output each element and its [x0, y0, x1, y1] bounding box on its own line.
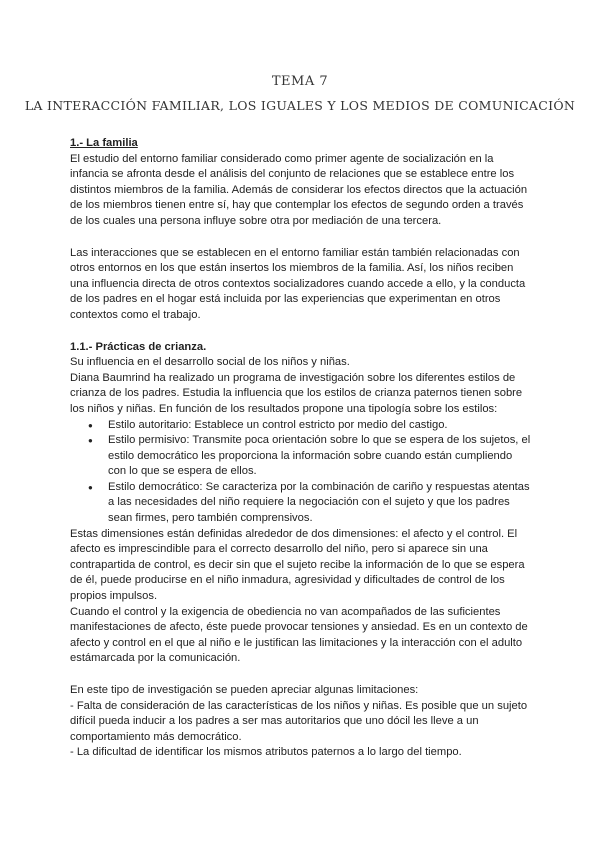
list-item: ● Estilo autoritario: Establece un control estricto por medio del castigo. [108, 418, 532, 434]
list-item: ● Estilo democrático: Se caracteriza por la combinación de cariño y respuestas atentas a las necesidades del niño requiere la negociación con el sujeto y que los padres sean firmes, pero también comprensivos. [108, 480, 532, 527]
paragraph: Estas dimensiones están definidas alrededor de dos dimensiones: el afecto y el control. El afecto es imprescindible para el correcto desarrollo del niño, pero si aparece sin una contrapartida de control, es decir sin que el sujeto recibe la información de lo que se espera de él, puede producirse en el niño inmadura, agresividad y dificultades de control de los propios impulsos. [70, 527, 525, 603]
paragraph: Las interacciones que se establecen en el entorno familiar están también relacionadas con otros entornos en los que están insertos los miembros de la familia. Así, los niños reciben una influencia directa de otros contextos socializadores cuando accede a ello, y la conducta de los padres en el hogar está incluida por las experiencias que experimentan en otros contextos como el trabajo. [70, 246, 526, 321]
topic-number: TEMA 7 [271, 74, 329, 89]
section-heading-crianza: 1.1.- Prácticas de crianza. [70, 340, 207, 353]
paragraph: Su influencia en el desarrollo social de los niños y niñas. [70, 356, 350, 369]
paragraph: Diana Baumrind ha realizado un programa de investigación sobre los diferentes estilos de crianza de los padres. Estudia la influencia que los estilos de crianza paternos tienen sobre los niños y niñas. En función de los resultados propone una tipología sobre los estilos: [70, 371, 523, 415]
paragraph: - La dificultad de identificar los mismos atributos paternos a lo largo del tiempo. [70, 746, 462, 759]
paragraph: Cuando el control y la exigencia de obediencia no van acompañados de las suficientes manifestaciones de afecto, éste puede provocar tensiones y ansiedad. Es en un contexto de afecto y control en el que al niño e le justifican las limitaciones y la interacción con el adulto estámarcada por la comunicación. [70, 605, 528, 665]
topic-title: LA INTERACCIÓN FAMILIAR, LOS IGUALES Y LOS MEDIOS DE COMUNICACIÓN [24, 98, 576, 113]
list-item: ● Estilo permisivo: Transmite poca orientación sobre lo que se espera de los sujetos, el estilo democrático les proporciona la información sobre cuando están cumpliendo con lo que se espera de ellos. [108, 433, 532, 480]
paragraph: - Falta de consideración de las características de los niños y niñas. Es posible que un sujeto difícil pueda inducir a los padres a ser mas autoritarios que uno dócil les lleve a un comportamiento más democrático. [70, 699, 528, 743]
styles-list [70, 418, 532, 527]
section-heading-familia: 1.- La familia [70, 137, 138, 149]
document-body [70, 136, 532, 761]
paragraph: El estudio del entorno familiar considerado como primer agente de socialización en la infancia se afronta desde el análisis del conjunto de relaciones que se establece entre los distintos miembros de la familia. Además de considerar los efectos directos que la actuación de los miembros tienen entre sí, hay que contemplar los efectos de segundo orden a través de los cuales una persona influye sobre otra por mediación de una tercera. [70, 152, 528, 227]
paragraph: En este tipo de investigación se pueden apreciar algunas limitaciones: [70, 684, 419, 696]
